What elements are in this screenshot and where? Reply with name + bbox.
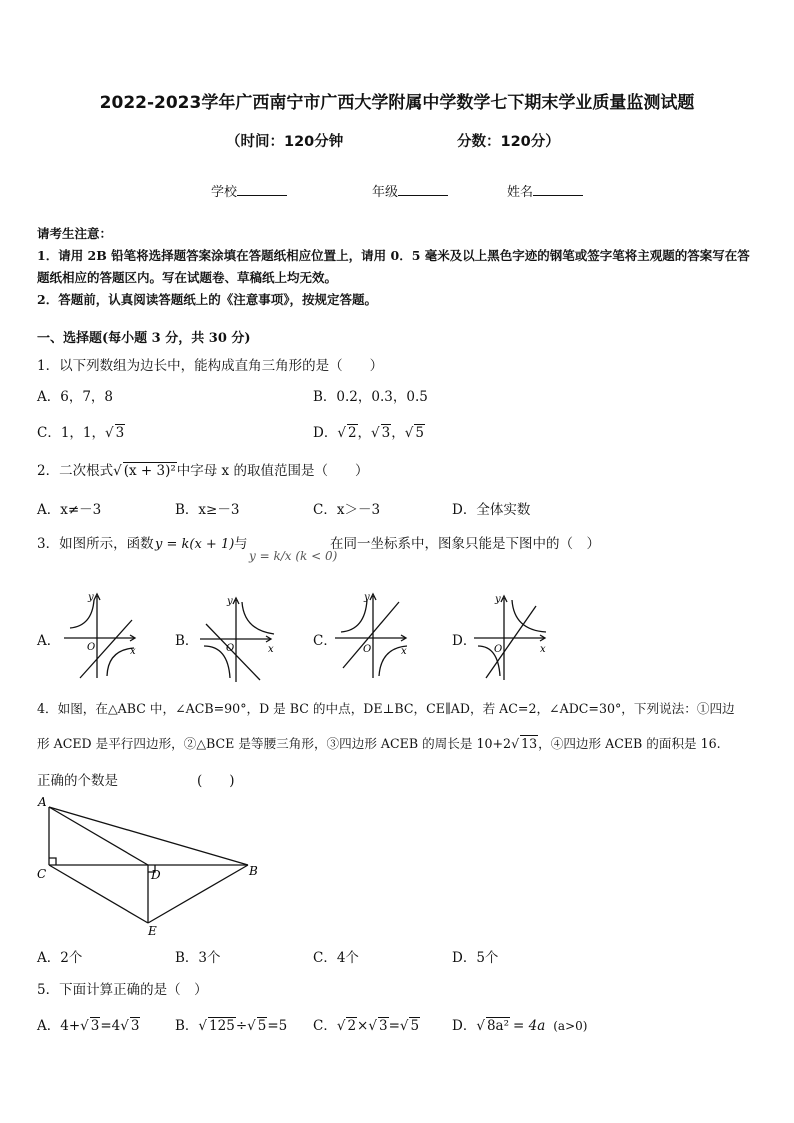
q5-b-prefix: B． — [175, 1018, 199, 1034]
q5-b-suffix: =5 — [267, 1018, 288, 1034]
q3-label-d: D． — [452, 633, 477, 649]
q1-c-prefix: C．1，1， — [37, 425, 106, 441]
q4-label-b: B — [249, 864, 258, 878]
q2-option-d: D．全体实数 — [452, 502, 531, 518]
school-label: 学校 — [211, 185, 238, 200]
q5-d-eq: = 4a — [513, 1018, 546, 1034]
q1-option-a: A．6，7，8 — [37, 389, 114, 405]
q3-d-origin: O — [494, 644, 503, 655]
q3-c-origin: O — [363, 644, 372, 655]
q1-d-sep1: ， — [357, 425, 372, 441]
notes-item-2: 2．答题前，认真阅读答题纸上的《注意事项》，按规定答题。 — [37, 292, 377, 307]
page-title: 2022-2023学年广西南宁市广西大学附属中学数学七下期末学业质量监测试题 — [99, 93, 695, 113]
grade-field — [372, 181, 448, 200]
q2-option-b: B．x≥－3 — [175, 502, 240, 518]
name-label: 姓名 — [507, 185, 534, 200]
q4-option-c: C．4个 — [313, 950, 359, 966]
q3-label-b: B． — [175, 633, 199, 649]
grade-label: 年级 — [372, 185, 399, 200]
q1-d-rad3: 5 — [415, 425, 424, 441]
q3-label-a: A． — [37, 633, 61, 649]
q2-prefix: 2．二次根式 — [37, 463, 114, 479]
q5-option-b: B．√ 125÷√ 5=5 — [175, 1018, 288, 1034]
q3-function-1: y = k(x + 1) — [155, 537, 235, 552]
q1-d-rad1: 2 — [347, 425, 357, 441]
q4-line2-suffix: ，④四边形 ACEB 的面积是 16. — [538, 736, 721, 751]
q2-option-c: C．x＞－3 — [313, 502, 381, 518]
q3-function-2: y = k/x (k < 0) — [249, 549, 338, 563]
section-heading: 一、选择题(每小题 3 分，共 30 分) — [37, 331, 251, 346]
q5-c-eq: = — [388, 1018, 400, 1034]
q5-b-mid: ÷ — [235, 1018, 248, 1034]
q5-option-a: A．4+√ 3=4√ 3 — [37, 1018, 140, 1034]
q4-option-a: A．2个 — [37, 950, 83, 966]
q3-b-y-label: y — [227, 596, 233, 607]
q4-option-d: D．5个 — [452, 950, 499, 966]
q5-d-prefix: D． — [452, 1018, 477, 1034]
q3-b-origin: O — [226, 643, 235, 654]
q4-label-d: D — [151, 868, 161, 882]
q3-c-x-label: x — [401, 646, 407, 657]
q4-line-3: 正确的个数是 — [37, 773, 118, 789]
q5-b-rad2: 5 — [257, 1018, 267, 1034]
q1-c-radicand: 3 — [115, 425, 125, 441]
q5-c-rad3: 5 — [410, 1018, 420, 1034]
q5-c-rad2: 3 — [378, 1018, 388, 1034]
grade-blank — [398, 183, 448, 196]
q2-suffix: 中字母 x 的取值范围是（ ） — [176, 463, 369, 479]
q1-d-sep2: ， — [391, 425, 405, 441]
q5-option-c: C．√ 2×√ 3=√ 5 — [313, 1018, 420, 1034]
q4-line2-radicand: 13 — [521, 736, 538, 751]
q3-a-y-label: y — [88, 592, 94, 603]
q4-answer-paren: ( ) — [197, 773, 235, 789]
notes-item-1: 1．请用 2B 铅笔将选择题答案涂填在答题纸相应位置上，请用 0．5 毫米及以上黑色字迹的钢笔或签字笔将主观题的答案写在答题纸相应的答题区内。写在试题卷、草稿纸上均无效。 — [37, 248, 750, 285]
q5-c-mid: × — [357, 1018, 369, 1034]
q3-b-x-label: x — [268, 644, 274, 655]
notes-heading: 请考生注意： — [37, 226, 113, 241]
q1-stem: 1．以下列数组为边长中，能构成直角三角形的是（ ） — [37, 358, 384, 374]
q2-option-a: A．x≠－3 — [37, 502, 102, 518]
q3-graph-b — [198, 594, 280, 684]
q3-d-x-label: x — [540, 644, 546, 655]
q5-option-d: D．√ 8a² = 4a (a>0) — [452, 1018, 588, 1034]
q4-line2-prefix: 形 ACED 是平行四边形，②△BCE 是等腰三角形，③四边形 ACEB 的周长是 10+2 — [37, 736, 512, 751]
q4-option-b: B．3个 — [175, 950, 221, 966]
q4-label-c: C — [37, 867, 47, 881]
school-blank — [237, 183, 287, 196]
q4-label-a: A — [38, 795, 47, 809]
q1-option-b: B．0.2，0.3，0.5 — [313, 389, 428, 405]
q3-mid: 与 — [234, 536, 248, 552]
exam-time: （时间：120分钟 — [226, 134, 344, 150]
q2-stem: 2．二次根式√ (x + 3)²中字母 x 的取值范围是（ ） — [37, 463, 369, 479]
q3-graph-d — [472, 592, 554, 682]
q3-suffix: 在同一坐标系中，图象只能是下图中的（ ） — [330, 536, 600, 552]
q5-a-rad2: 3 — [130, 1018, 140, 1034]
q3-graph-a — [62, 590, 144, 680]
q5-a-prefix: A．4+ — [37, 1018, 81, 1034]
q4-line-2: 形 ACED 是平行四边形，②△BCE 是等腰三角形，③四边形 ACEB 的周长是 10+2√ 13，④四边形 ACEB 的面积是 16. — [37, 736, 721, 751]
q3-c-y-label: y — [364, 592, 370, 603]
q3-a-origin: O — [87, 642, 96, 653]
q5-b-rad1: 125 — [209, 1018, 235, 1034]
school-field — [211, 181, 287, 200]
q1-option-d: D．√ 2，√ 3，√ 5 — [313, 425, 424, 441]
q3-prefix: 3．如图所示，函数 — [37, 536, 154, 552]
q4-line-1: 4．如图，在△ABC 中，∠ACB=90°，D 是 BC 的中点，DE⊥BC，CE∥AD，若 AC=2，∠ADC=30°，下列说法：①四边 — [37, 701, 735, 716]
exam-score: 分数：120分） — [457, 134, 560, 150]
q5-d-condition: (a>0) — [553, 1019, 588, 1033]
notes-block — [37, 223, 757, 311]
q2-radicand: (x + 3)² — [123, 463, 176, 479]
q1-option-c: C．1，1，√ 3 — [37, 425, 125, 441]
q3-d-y-label: y — [495, 594, 501, 605]
q4-label-e: E — [148, 924, 157, 938]
q1-d-rad2: 3 — [381, 425, 391, 441]
q3-label-c: C． — [313, 633, 337, 649]
q5-c-rad1: 2 — [347, 1018, 357, 1034]
q1-d-prefix: D． — [313, 425, 338, 441]
q5-stem: 5．下面计算正确的是（ ） — [37, 982, 208, 998]
q5-a-mid: =4 — [100, 1018, 121, 1034]
name-blank — [533, 183, 583, 196]
q4-figure — [30, 792, 270, 942]
q5-c-prefix: C． — [313, 1018, 337, 1034]
q3-graph-c — [333, 590, 415, 680]
q5-a-rad1: 3 — [90, 1018, 100, 1034]
q3-a-x-label: x — [130, 646, 136, 657]
q5-d-rad: 8a² — [486, 1018, 509, 1034]
name-field — [507, 181, 583, 200]
